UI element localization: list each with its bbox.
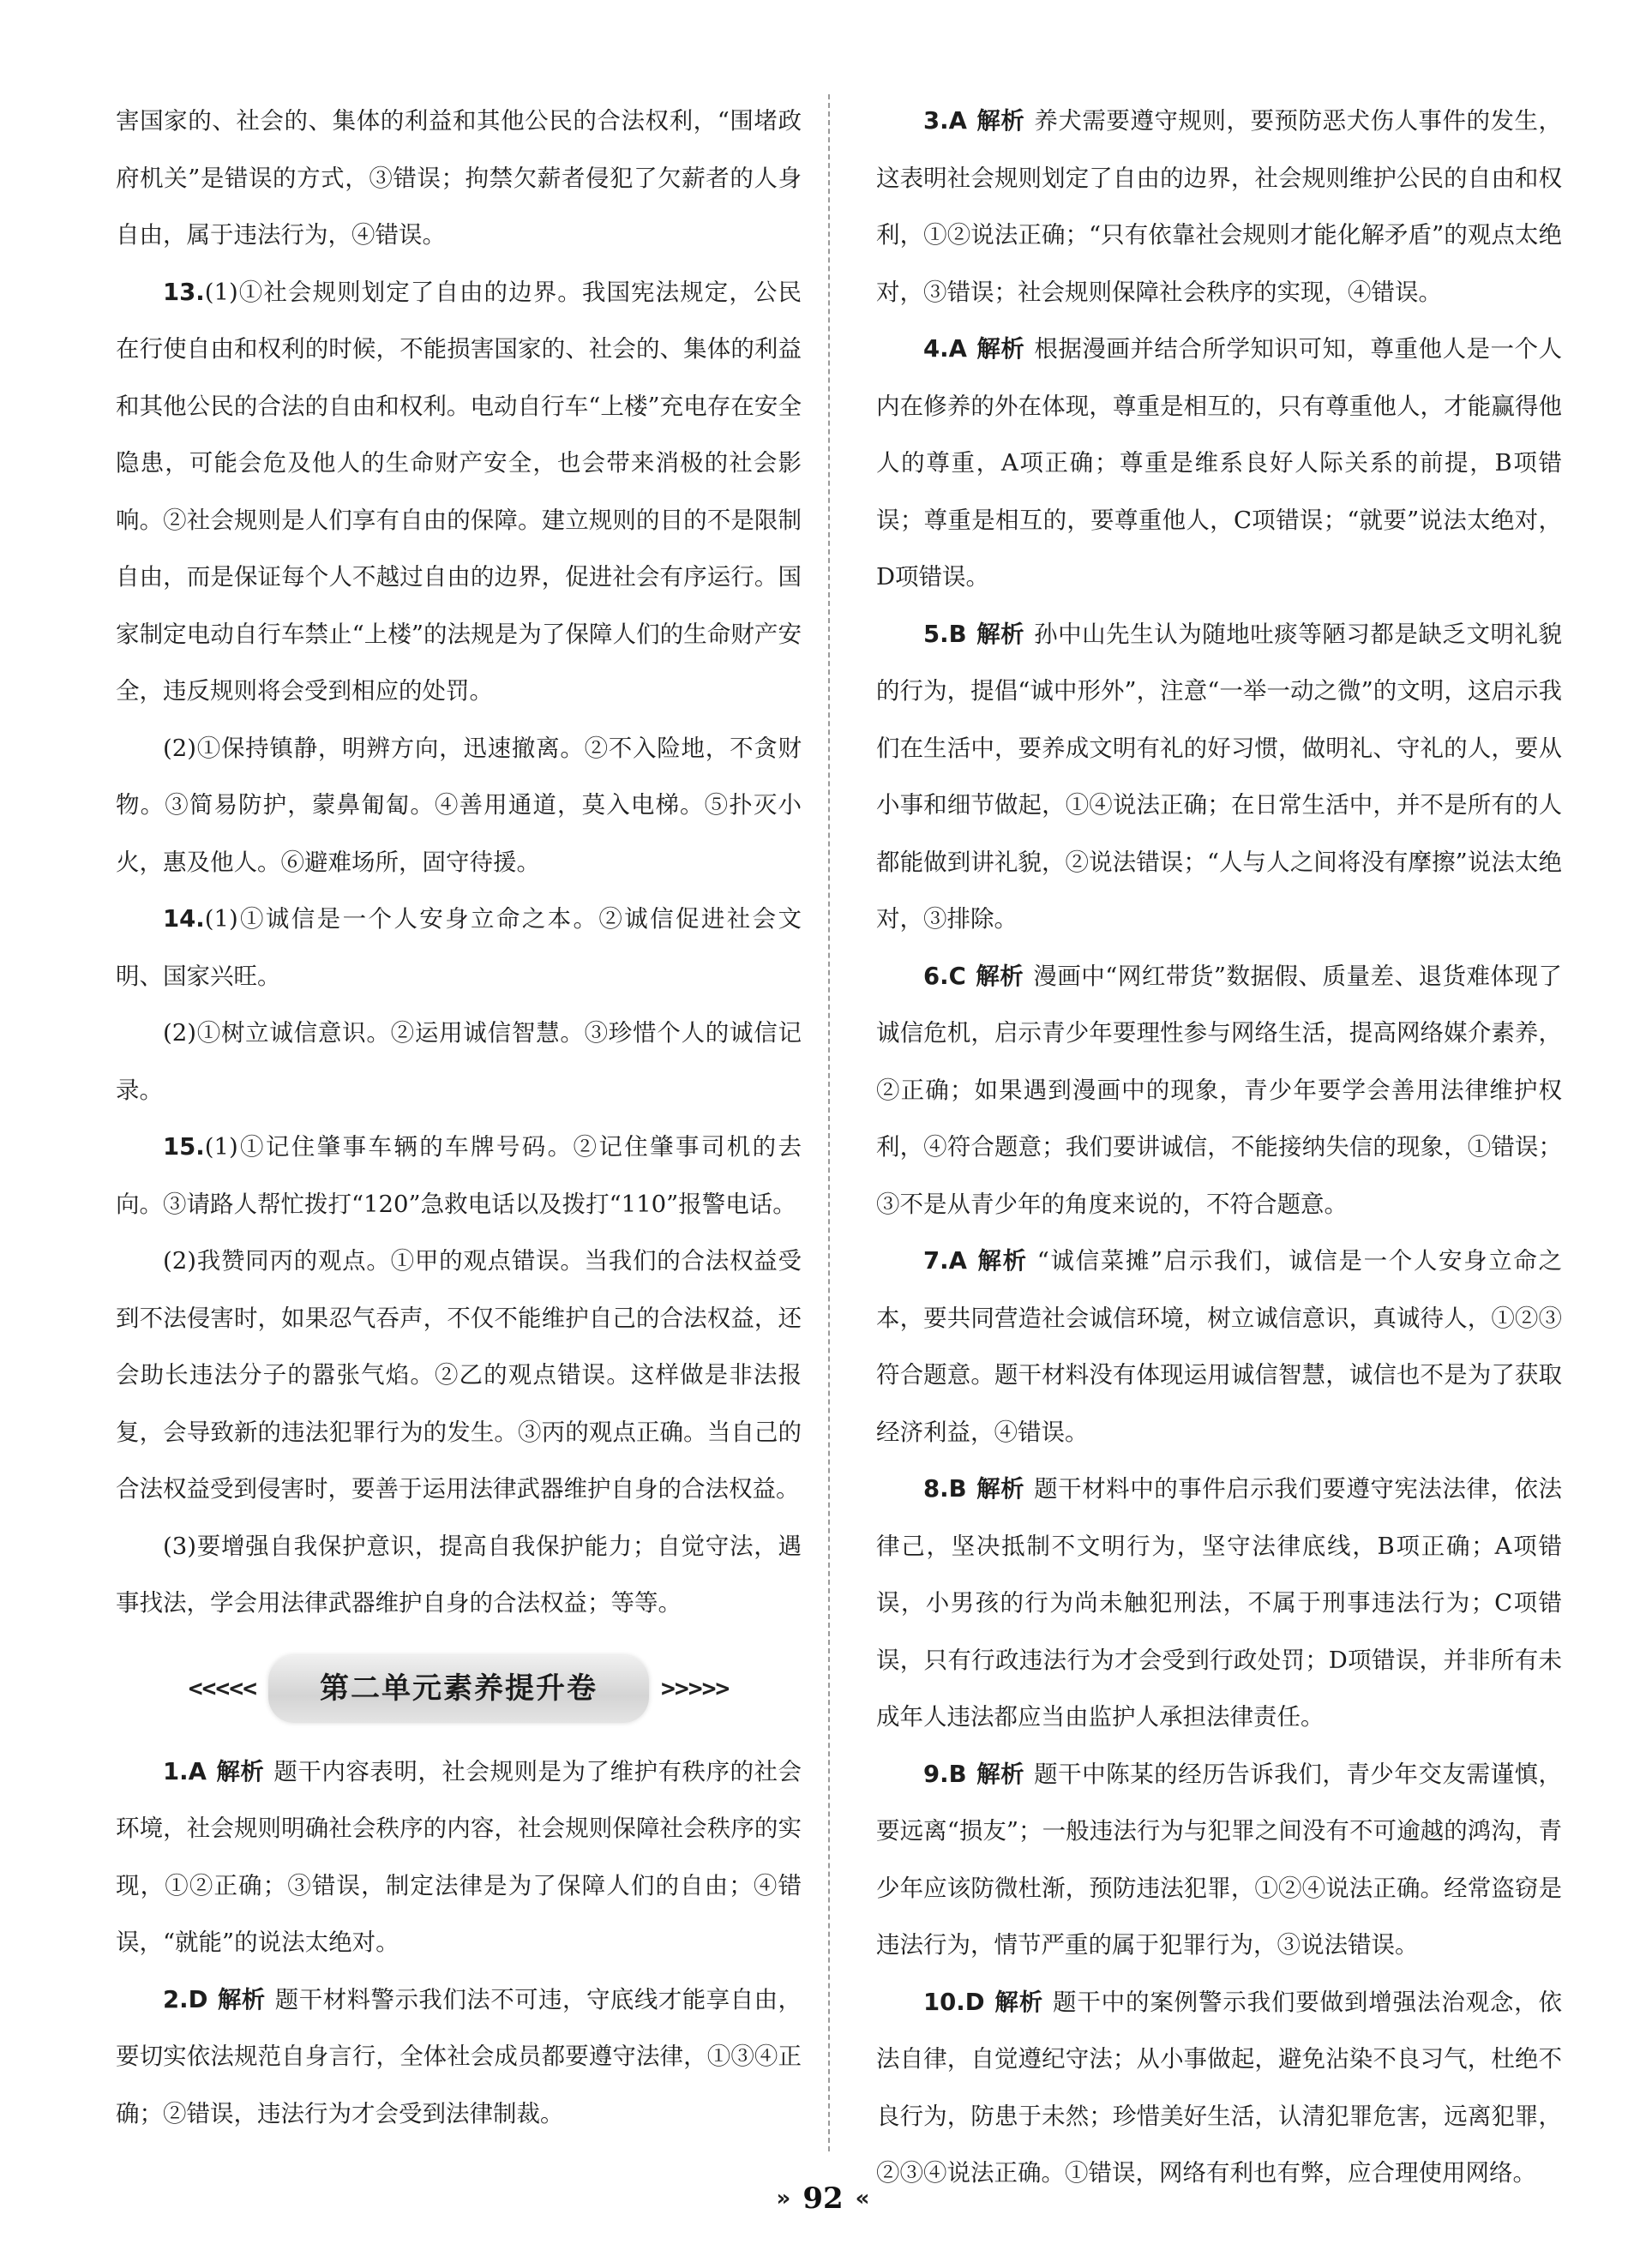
banner-right-arrows: >>>>>	[661, 1674, 730, 1703]
question-number: 13.	[163, 278, 205, 306]
answer-letter: D	[188, 1985, 208, 2013]
q14-part1: 14.(1)①诚信是一个人安身立命之本。②诚信促进社会文明、国家兴旺。	[116, 905, 802, 990]
q14-part2: (2)①树立诚信意识。②运用诚信智慧。③珍惜个人的诚信记录。	[116, 1019, 802, 1104]
question-number: 4.	[923, 335, 949, 363]
q13-part1: 13.(1)①社会规则划定了自由的边界。我国宪法规定，公民在行使自由和权利的时候，不能损害国家的、社会的、集体的利益和其他公民的合法的自由和权利。电动自行车“上楼”充电存在安全隐患，可能会危及他人的生命财产安全，也会带来消极的社会影响。②社会规则是人们享有自由的保障。建立规则的目的不是限制自由，而是保证每个人不越过自由的边界，促进社会有序运行。国家制定电动自行车禁止“上楼”的法规是为了保障人们的生命财产安全，违反规则将会受到相应的处罚。	[116, 278, 802, 705]
unit-banner	[116, 1661, 802, 1718]
left-column	[116, 93, 802, 2142]
q12-continued: 害国家的、社会的、集体的利益和其他公民的合法权利，“围堵政府机关”是错误的方式，③错误；拘禁欠薪者侵犯了欠薪者的人身自由，属于违法行为，④错误。	[116, 107, 802, 249]
analysis-tag: 解析	[976, 1760, 1025, 1788]
unit2-q9: 9.B 解析 题干中陈某的经历告诉我们，青少年交友需谨慎，要远离“损友”；一般违法行为与犯罪之间没有不可逾越的鸿沟，青少年应该防微杜渐，预防违法犯罪，①②④说法正确。经常盗窃是违法行为，情节严重的属于犯罪行为，③说法错误。	[876, 1760, 1563, 1959]
answer-letter: A	[188, 1757, 207, 1785]
analysis-tag: 解析	[976, 335, 1025, 363]
analysis-tag: 解析	[976, 620, 1025, 648]
banner-left-arrows: <<<<<	[188, 1674, 256, 1703]
page-number: 92	[802, 2181, 844, 2216]
question-number: 10.	[923, 1988, 965, 2016]
q15-part2: (2)我赞同丙的观点。①甲的观点错误。当我们的合法权益受到不法侵害时，如果忍气吞声，不仅不能维护自己的合法权益，还会助长违法分子的嚣张气焰。②乙的观点错误。这样做是非法报复，会导致新的违法犯罪行为的发生。③丙的观点正确。当自己的合法权益受到侵害时，要善于运用法律武器维护自身的合法权益。	[116, 1247, 802, 1503]
analysis-tag: 解析	[976, 1475, 1025, 1503]
question-number: 7.	[923, 1247, 949, 1275]
answer-letter: B	[948, 1475, 967, 1503]
unit2-q8: 8.B 解析 题干材料中的事件启示我们要遵守宪法法律，依法律己，坚决抵制不文明行为，坚守法律底线，B项正确；A项错误，小男孩的行为尚未触犯刑法，不属于刑事违法行为；C项错误，只有行政违法行为才会受到行政处罚；D项错误，并非所有未成年人违法都应当由监护人承担法律责任。	[876, 1475, 1563, 1731]
answer-letter: B	[948, 620, 967, 648]
unit2-q5: 5.B 解析 孙中山先生认为随地吐痰等陋习都是缺乏文明礼貌的行为，提倡“诚中形外”，注意“一举一动之微”的文明，这启示我们在生活中，要养成文明有礼的好习惯，做明礼、守礼的人，要从小事和细节做起，①④说法正确；在日常生活中，并不是所有的人都能做到讲礼貌，②说法错误；“人与人之间将没有摩擦”说法太绝对，③排除。	[876, 620, 1563, 933]
question-number: 1.	[163, 1757, 189, 1785]
q15-part1: 15.(1)①记住肇事车辆的车牌号码。②记住肇事司机的去向。③请路人帮忙拨打“120”急救电话以及拨打“110”报警电话。	[116, 1133, 802, 1218]
question-number: 6.	[923, 962, 949, 990]
analysis-tag: 解析	[975, 962, 1024, 990]
unit2-q10: 10.D 解析 题干中的案例警示我们要做到增强法治观念，依法自律，自觉遵纪守法；从小事做起，避免沾染不良习气，杜绝不良行为，防患于未然；珍惜美好生活，认清犯罪危害，远离犯罪，②③④说法正确。①错误，网络有利也有弊，应合理使用网络。	[876, 1988, 1563, 2187]
analysis-tag: 解析	[994, 1988, 1044, 2016]
q13-part2: (2)①保持镇静，明辨方向，迅速撤离。②不入险地，不贪财物。③简易防护，蒙鼻匍匐。④善用通道，莫入电梯。⑤扑灭小火，惠及他人。⑥避难场所，固守待援。	[116, 734, 802, 876]
right-column	[876, 93, 1562, 2202]
column-divider	[828, 94, 830, 2151]
answer-letter: A	[948, 1247, 967, 1275]
question-number: 3.	[923, 107, 949, 135]
analysis-tag: 解析	[976, 107, 1025, 135]
question-number: 2.	[163, 1985, 189, 2013]
unit2-q1: 1.A 解析 题干内容表明，社会规则是为了维护有秩序的社会环境，社会规则明确社会秩序的内容，社会规则保障社会秩序的实现，①②正确；③错误，制定法律是为了保障人们的自由；④错误，“就能”的说法太绝对。	[116, 1757, 802, 1956]
answer-letter: B	[948, 1760, 967, 1788]
analysis-tag: 解析	[215, 1757, 265, 1785]
unit2-q6: 6.C 解析 漫画中“网红带货”数据假、质量差、退货难体现了诚信危机，启示青少年要理性参与网络生活，提高网络媒介素养，②正确；如果遇到漫画中的现象，青少年要学会善用法律维护权利，④符合题意；我们要讲诚信，不能接纳失信的现象，①错误；③不是从青少年的角度来说的，不符合题意。	[876, 962, 1562, 1218]
unit2-q7: 7.A 解析 “诚信菜摊”启示我们，诚信是一个人安身立命之本，要共同营造社会诚信环境，树立诚信意识，真诚待人，①②③符合题意。题干材料没有体现运用诚信智慧，诚信也不是为了获取经济利益，④错误。	[876, 1247, 1562, 1446]
answer-letter: D	[964, 1988, 985, 2016]
question-number: 15.	[163, 1133, 205, 1161]
question-number: 14.	[163, 905, 205, 933]
unit2-q2: 2.D 解析 题干材料警示我们法不可违，守底线才能享自由，要切实依法规范自身言行，全体社会成员都要遵守法律，①③④正确；②错误，违法行为才会受到法律制裁。	[116, 1985, 802, 2127]
unit2-q3: 3.A 解析 养犬需要遵守规则，要预防恶犬伤人事件的发生，这表明社会规则划定了自由的边界，社会规则维护公民的自由和权利，①②说法正确；“只有依靠社会规则才能化解矛盾”的观点太绝对，③错误；社会规则保障社会秩序的实现，④错误。	[876, 107, 1562, 306]
question-number: 8.	[923, 1475, 949, 1503]
footer-left-chevron-icon: »	[776, 2186, 791, 2211]
analysis-tag: 解析	[217, 1985, 266, 2013]
page-footer	[0, 2181, 1646, 2216]
banner-title: 第二单元素养提升卷	[268, 1655, 649, 1723]
answer-letter: A	[948, 335, 967, 363]
analysis-tag: 解析	[976, 1247, 1028, 1275]
answer-letter: C	[948, 962, 966, 990]
answer-letter: A	[948, 107, 967, 135]
unit2-q4: 4.A 解析 根据漫画并结合所学知识可知，尊重他人是一个人内在修养的外在体现，尊重是相互的，只有尊重他人，才能赢得他人的尊重，A项正确；尊重是维系良好人际关系的前提，B项错误；尊重是相互的，要尊重他人，C项错误；“就要”说法太绝对，D项错误。	[876, 335, 1562, 591]
question-number: 5.	[923, 620, 949, 648]
question-number: 9.	[923, 1760, 949, 1788]
q15-part3: (3)要增强自我保护意识，提高自我保护能力；自觉守法，遇事找法，学会用法律武器维护自身的合法权益；等等。	[116, 1532, 802, 1617]
footer-right-chevron-icon: «	[855, 2186, 870, 2211]
